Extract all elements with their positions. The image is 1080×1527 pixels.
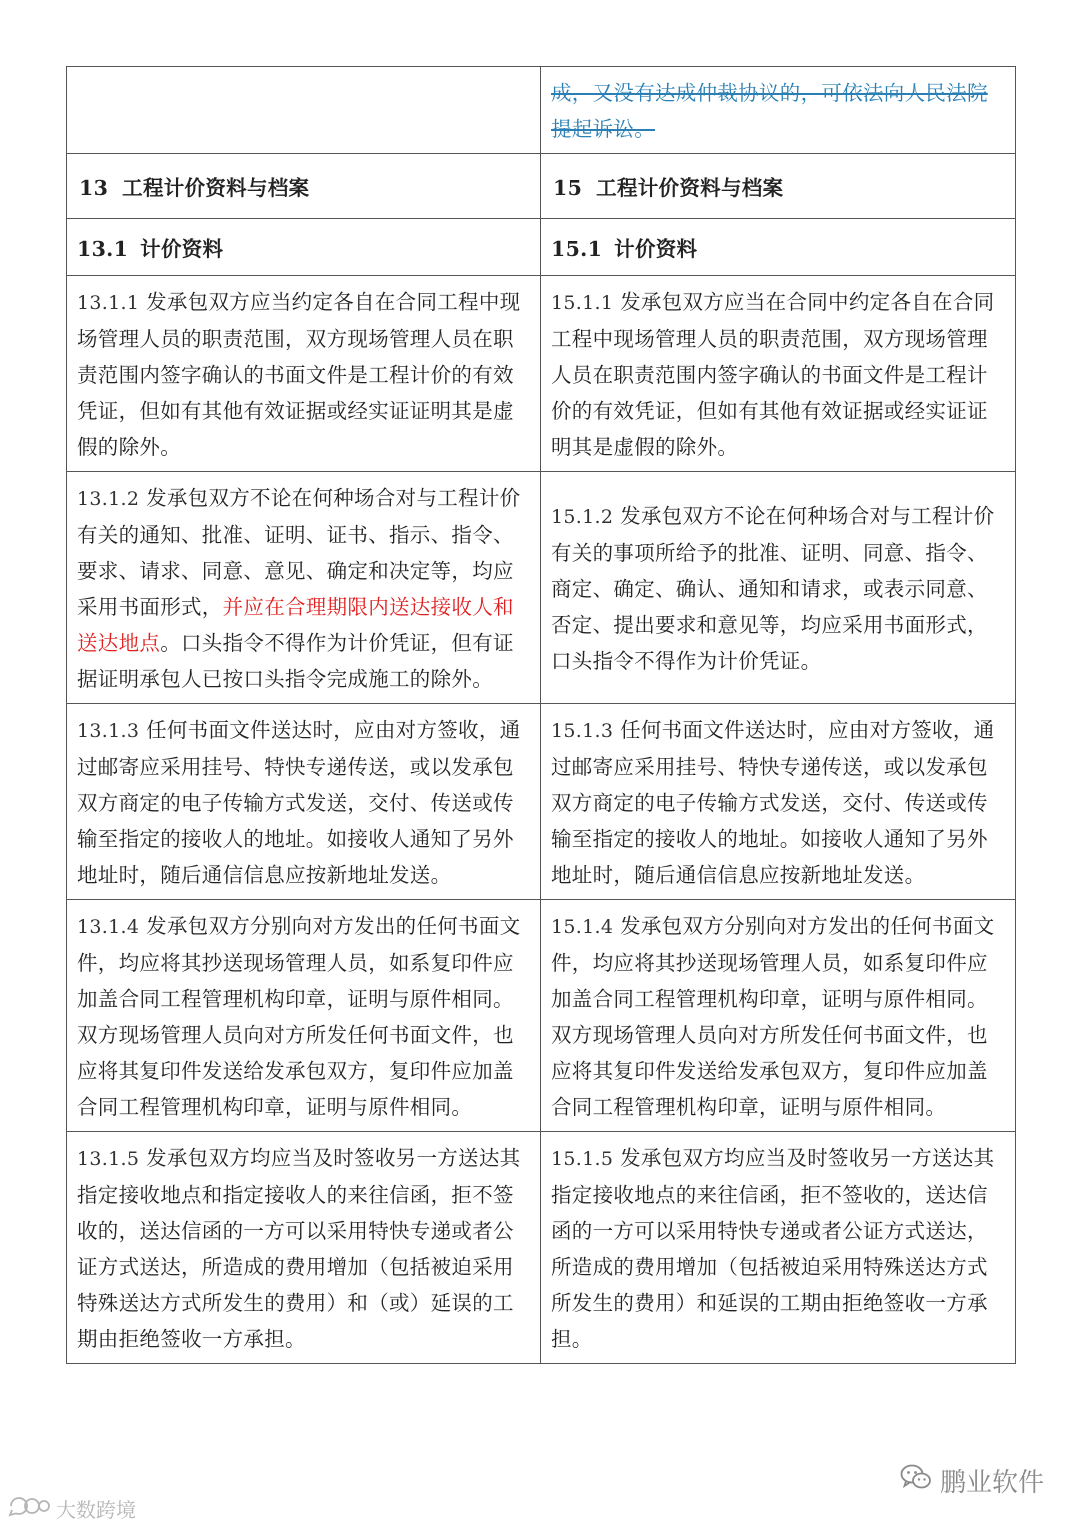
struck-text: 成，又没有达成仲裁协议的，可依法向人民法院提起诉讼。 xyxy=(551,81,988,141)
left-clause-13-1-1: 13.1.1 发承包双方应当约定各自在合同工程中现场管理人员的职责范围，双方现场管理人员在职责范围内签字确认的书面文件是工程计价的有效凭证，但如有其他有效证据或经实证证明其是虚假的除外。 xyxy=(67,276,541,472)
right-clause-15-1-5: 15.1.5 发承包双方均应当及时签收另一方送达其指定接收地点的来往信函，拒不签收的，送达信函的一方可以采用特快专递或者公证方式送达，所造成的费用增加（包括被迫采用特殊送达方式所发生的费用）和延误的工期由拒绝签收一方承担。 xyxy=(541,1132,1016,1364)
left-clause-13-1-3: 13.1.3 任何书面文件送达时，应由对方签收，通过邮寄应采用挂号、特快专递传送，或以发承包双方商定的电子传输方式发送，交付、传送或传输至指定的接收人的地址。如接收人通知了另外地址时，随后通信信息应按新地址发送。 xyxy=(67,704,541,900)
left-clause-13-1-5: 13.1.5 发承包双方均应当及时签收另一方送达其指定接收地点和指定接收人的来往信函，拒不签收的，送达信函的一方可以采用特快专递或者公证方式送达，所造成的费用增加（包括被迫采用特殊送达方式所发生的费用）和（或）延误的工期由拒绝签收一方承担。 xyxy=(67,1132,541,1364)
left-clause-13-1-4: 13.1.4 发承包双方分别向对方发出的任何书面文件，均应将其抄送现场管理人员，如系复印件应加盖合同工程管理机构印章，证明与原件相同。双方现场管理人员向对方所发任何书面文件，也应将其复印件发送给发承包双方，复印件应加盖合同工程管理机构印章，证明与原件相同。 xyxy=(67,900,541,1132)
table-row xyxy=(67,900,1016,1132)
right-subsection-heading: 15.1 计价资料 xyxy=(541,219,1016,276)
table-row xyxy=(67,1132,1016,1364)
right-clause-15-1-2: 15.1.2 发承包双方不论在何种场合对与工程计价有关的事项所给予的批准、证明、同意、指令、商定、确定、确认、通知和请求，或表示同意、否定、提出要求和意见等，均应采用书面形式，口头指令不得作为计价凭证。 xyxy=(541,472,1016,704)
table-row xyxy=(67,276,1016,472)
chat-bubbles-icon xyxy=(8,1495,50,1522)
right-section-heading: 15 工程计价资料与档案 xyxy=(541,154,1016,219)
table-row-subsection-heading xyxy=(67,219,1016,276)
watermark-source-text: 大数跨境 xyxy=(56,1498,136,1522)
right-clause-15-1-1: 15.1.1 发承包双方应当在合同中约定各自在合同工程中现场管理人员的职责范围，双方现场管理人员在职责范围内签字确认的书面文件是工程计价的有效凭证，但如有其他有效证据或经实证证明其是虚假的除外。 xyxy=(541,276,1016,472)
right-cell-struck-text xyxy=(541,67,1016,154)
left-subsection-heading: 13.1 计价资料 xyxy=(67,219,541,276)
table-row xyxy=(67,472,1016,704)
table-row xyxy=(67,67,1016,154)
table-row xyxy=(67,704,1016,900)
left-clause-13-1-2: 13.1.2 发承包双方不论在何种场合对与工程计价有关的通知、批准、证明、证书、指示、指令、要求、请求、同意、意见、确定和决定等，均应采用书面形式，并应在合理期限内送达接收人和送达地点。口头指令不得作为计价凭证，但有证据证明承包人已按口头指令完成施工的除外。 xyxy=(67,472,541,704)
watermark-brand xyxy=(900,1462,1044,1499)
right-clause-15-1-4: 15.1.4 发承包双方分别向对方发出的任何书面文件，均应将其抄送现场管理人员，如系复印件应加盖合同工程管理机构印章，证明与原件相同。双方现场管理人员向对方所发任何书面文件，也应将其复印件发送给发承包双方，复印件应加盖合同工程管理机构印章，证明与原件相同。 xyxy=(541,900,1016,1132)
highlighted-addition: 并应在合理期限内送达接收人和送达地点 xyxy=(77,595,514,655)
left-cell-empty xyxy=(67,67,541,154)
wechat-icon xyxy=(900,1463,932,1498)
comparison-table xyxy=(66,66,1016,1364)
watermark-source xyxy=(8,1494,136,1523)
right-clause-15-1-3: 15.1.3 任何书面文件送达时，应由对方签收，通过邮寄应采用挂号、特快专递传送，或以发承包双方商定的电子传输方式发送，交付、传送或传输至指定的接收人的地址。如接收人通知了另外地址时，随后通信信息应按新地址发送。 xyxy=(541,704,1016,900)
watermark-brand-text: 鹏业软件 xyxy=(939,1468,1044,1498)
left-section-heading: 13 工程计价资料与档案 xyxy=(67,154,541,219)
table-row-section-heading xyxy=(67,154,1016,219)
